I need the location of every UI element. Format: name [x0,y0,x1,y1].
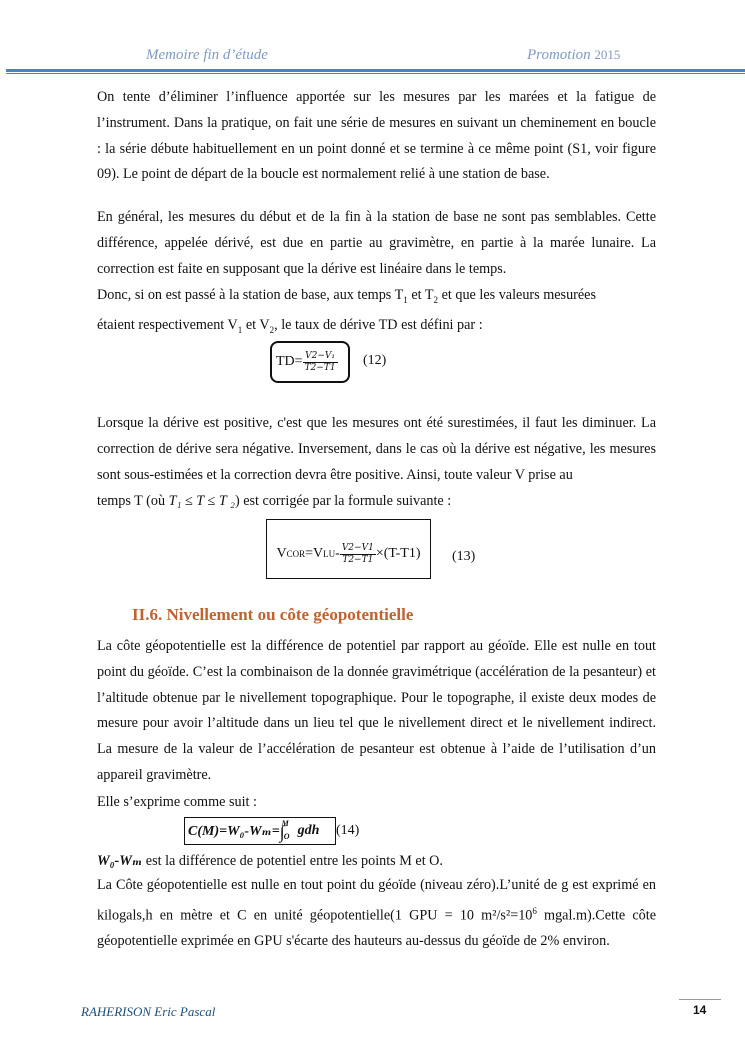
header-rule-thin [6,73,745,74]
header-rule-thick [6,69,745,72]
header-title: Memoire fin d’étude [146,47,268,63]
eq13-fraction: $\frac{V2-V1}{T2-T1}$ [341,542,374,565]
paragraph-correction: Lorsque la dérive est positive, c'est que les mesures ont été surestimées, il faut les diminuer. La correction de dérive sera négative. Inversement, dans le cas où la dérive est négative, les mesures sont sous-estimées et la correction devra être positive. Ainsi, toute valeur V prise au [97,415,656,483]
equation-12-box [270,341,350,383]
paragraph-temps: Donc, si on est passé à la station de base, aux temps $T_1$ et $T_2$ et que les valeurs mesurées [97,287,597,305]
paragraph-difference: W₀-Wₘ est la différence de potentiel entre les points M et O. [97,853,443,869]
header-promotion-label: Promotion [527,47,591,63]
paragraph-geopotentielle: La côte géopotentielle est la différence de potentiel par rapport au géoïde. Elle est nulle en tout point du géoïde. C’est la combinaison de la donnée gravimétrique (accélération de la pesanteur) et l’altitude obtenue par le nivellement topographique. Pour le topographe, il existe deux modes de mesure pour avoir l’altitude dans un lieu tel que le nivellement direct et le nivellement indirect. La mesure de la valeur de l’accélération de pesanteur est obtenue à l’aide de l’utilisation d’un appareil gravimètre. [97,638,656,783]
equation-13-box: V COR =V LU - $\frac{V2-V1}{T2-T1}$ ×(T-T1) [266,519,431,579]
paragraph-boucle: On tente d’éliminer l’influence apportée sur les mesures par les marées et la fatigue de l’instrument. Dans la pratique, on fait une série de mesures en suivant un cheminement en boucle : la série débute habituellement en un point donné et se termine à ce même point (S1, voir figure 09). Le point de départ de la boucle est normalement relié à une station de base. [97,89,656,183]
equation-14-box: C(M)=W₀-Wₘ= ∫ M O gdh [184,817,336,845]
integral-sign: ∫ [279,821,285,842]
section-heading: II.6. Nivellement ou côte géopotentielle [132,605,414,624]
equation-14-number: (14) [336,823,360,838]
eq12-lhs: TD= [276,354,303,369]
paragraph-unite: La Côte géopotentielle est nulle en tout point du géoïde (niveau zéro).L’unité de g est exprimé en kilogals,h en mètre et C en unité géopotentielle(1 GPU = 10 $m^2/s^2=10^6$ mgal.m).Cette côte géopotentielle exprimée en GPU s'écarte des hauteurs au-dessus du géoïde de 2% environ. [97,877,656,950]
eq12-fraction: $\frac{\text{V2−V₁}}{T2-T1}$ [304,350,336,373]
header-year: 2015 [594,47,621,62]
equation-12-number: (12) [363,353,387,368]
paragraph-formule: temps T (où T₁ ≤ T ≤ T ₂) est corrigée par la formule suivante : [97,493,452,509]
footer-author: RAHERISON Eric Pascal [81,1004,216,1019]
paragraph-valeurs: étaient respectivement $V_1$ et $V_2$, le taux de dérive TD est défini par : [97,317,483,335]
page-number: 14 [693,1003,707,1017]
header-promotion [527,47,620,64]
equation-13-number: (13) [452,549,476,564]
paragraph-derive: En général, les mesures du début et de la fin à la station de base ne sont pas semblables. Cette différence, appelée dérivé, est due en partie au gravimètre, en partie à la marée lunaire. La correction est faite en supposant que la dérive est linéaire dans le temps. [97,209,656,277]
paragraph-exprime: Elle s’exprime comme suit : [97,794,257,810]
footer-rule [679,999,721,1000]
